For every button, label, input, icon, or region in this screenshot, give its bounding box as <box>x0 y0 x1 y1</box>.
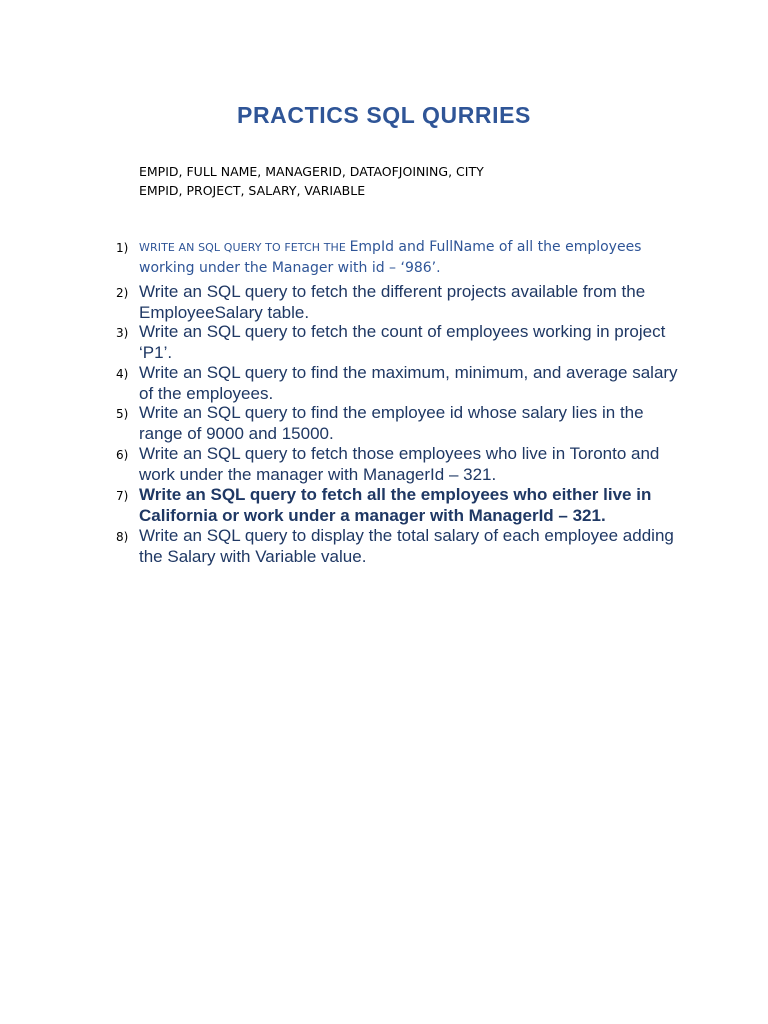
question-number: 8) <box>116 530 129 544</box>
question-text: Write an SQL query to fetch the count of employees working in project ‘P1’. <box>139 322 666 362</box>
question-number: 1) <box>116 241 129 255</box>
question-text: Write an SQL query to find the employee id whose salary lies in the range of 9000 and 15000. <box>139 403 644 443</box>
question-text <box>139 237 679 279</box>
table-schema <box>139 162 484 200</box>
question-number: 3) <box>116 326 129 340</box>
question-number: 2) <box>116 286 129 300</box>
question-number: 4) <box>116 367 129 381</box>
question-text: Write an SQL query to fetch all the employees who either live in California or work under a manager with ManagerId – 321. <box>139 485 652 525</box>
question-prefix: WRITE AN SQL QUERY TO FETCH THE <box>139 241 350 254</box>
question-text: Write an SQL query to fetch the different projects available from the EmployeeSalary table. <box>139 282 646 322</box>
question-text: Write an SQL query to find the maximum, minimum, and average salary of the employees. <box>139 363 678 403</box>
question-number: 7) <box>116 489 129 503</box>
employee-details-columns: EMPID, FULL NAME, MANAGERID, DATAOFJOINING, CITY <box>139 164 484 179</box>
page-title: PRACTICS SQL QURRIES <box>237 102 531 128</box>
employee-salary-columns: EMPID, PROJECT, SALARY, VARIABLE <box>139 183 366 198</box>
question-number: 6) <box>116 448 129 462</box>
question-text: Write an SQL query to fetch those employees who live in Toronto and work under the manager with ManagerId – 321. <box>139 444 660 484</box>
question-body: EmpId and FullName of all the employees working under the Manager with id – ‘986’. <box>139 239 642 276</box>
question-text: Write an SQL query to display the total salary of each employee adding the Salary with Variable value. <box>139 526 674 566</box>
question-number: 5) <box>116 407 129 421</box>
